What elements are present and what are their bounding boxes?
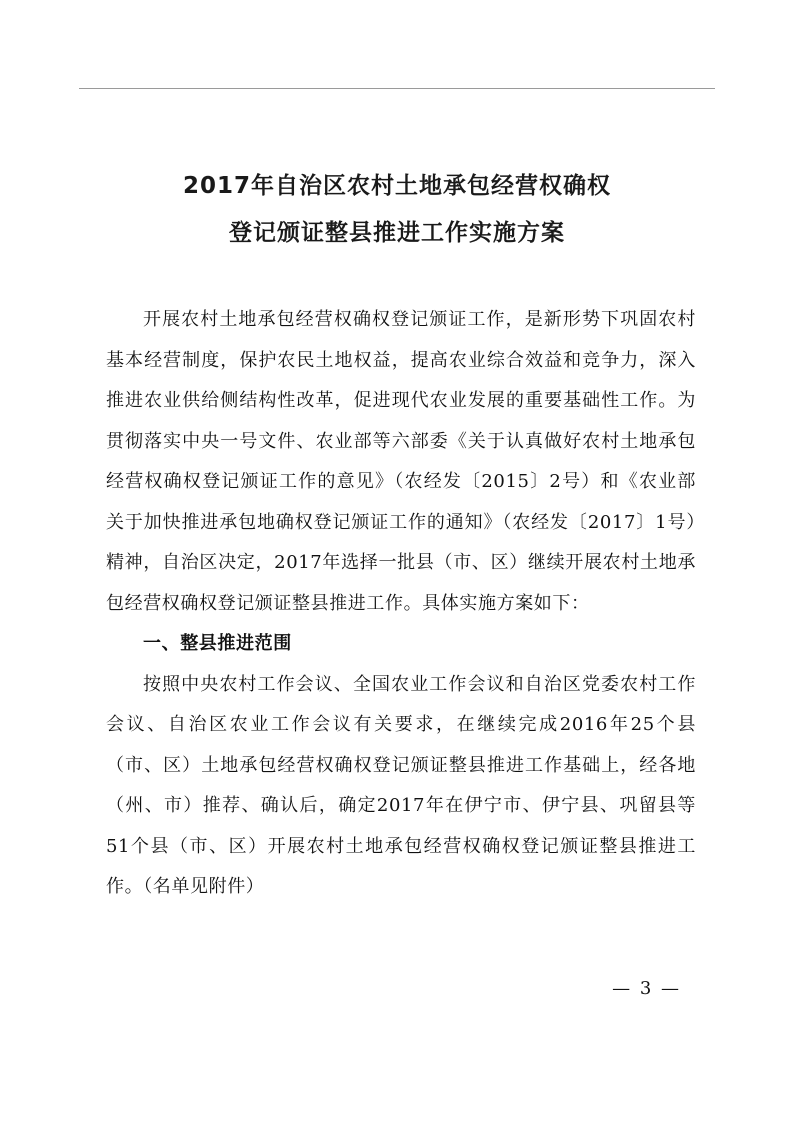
page-number: — 3 — — [612, 978, 681, 999]
section-1-heading: 一、整县推进范围 — [143, 633, 292, 654]
section-1-paragraph: 按照中央农村工作会议、全国农业工作会议和自治区党委农村工作会议、自治区农业工作会议有关要求，在继续完成2016年25个县（市、区）土地承包经营权确权登记颁证整县推进工作基础上，经各地（州、市）推荐、确认后，确定2017年在伊宁市、伊宁县、巩留县等51个县（市、区）开展农村土地承包经营权确权登记颁证整县推进工作。（名单见附件） — [106, 673, 696, 897]
intro-paragraph: 开展农村土地承包经营权确权登记颁证工作，是新形势下巩固农村基本经营制度，保护农民土地权益，提高农业综合效益和竞争力，深入推进农业供给侧结构性改革，促进现代农业发展的重要基础性工作。为贯彻落实中央一号文件、农业部等六部委《关于认真做好农村土地承包经营权确权登记颁证工作的意见》（农经发〔2015〕2号）和《农业部关于加快推进承包地确权登记颁证工作的通知》（农经发〔2017〕1号）精神，自治区决定，2017年选择一批县（市、区）继续开展农村土地承包经营权确权登记颁证整县推进工作。具体实施方案如下： — [106, 309, 696, 614]
header-rule — [79, 88, 715, 89]
document-title-line-1: 2017年自治区农村土地承包经营权确权 — [182, 173, 611, 199]
document-body — [106, 300, 696, 908]
document-title-line-2: 登记颁证整县推进工作实施方案 — [229, 220, 565, 246]
